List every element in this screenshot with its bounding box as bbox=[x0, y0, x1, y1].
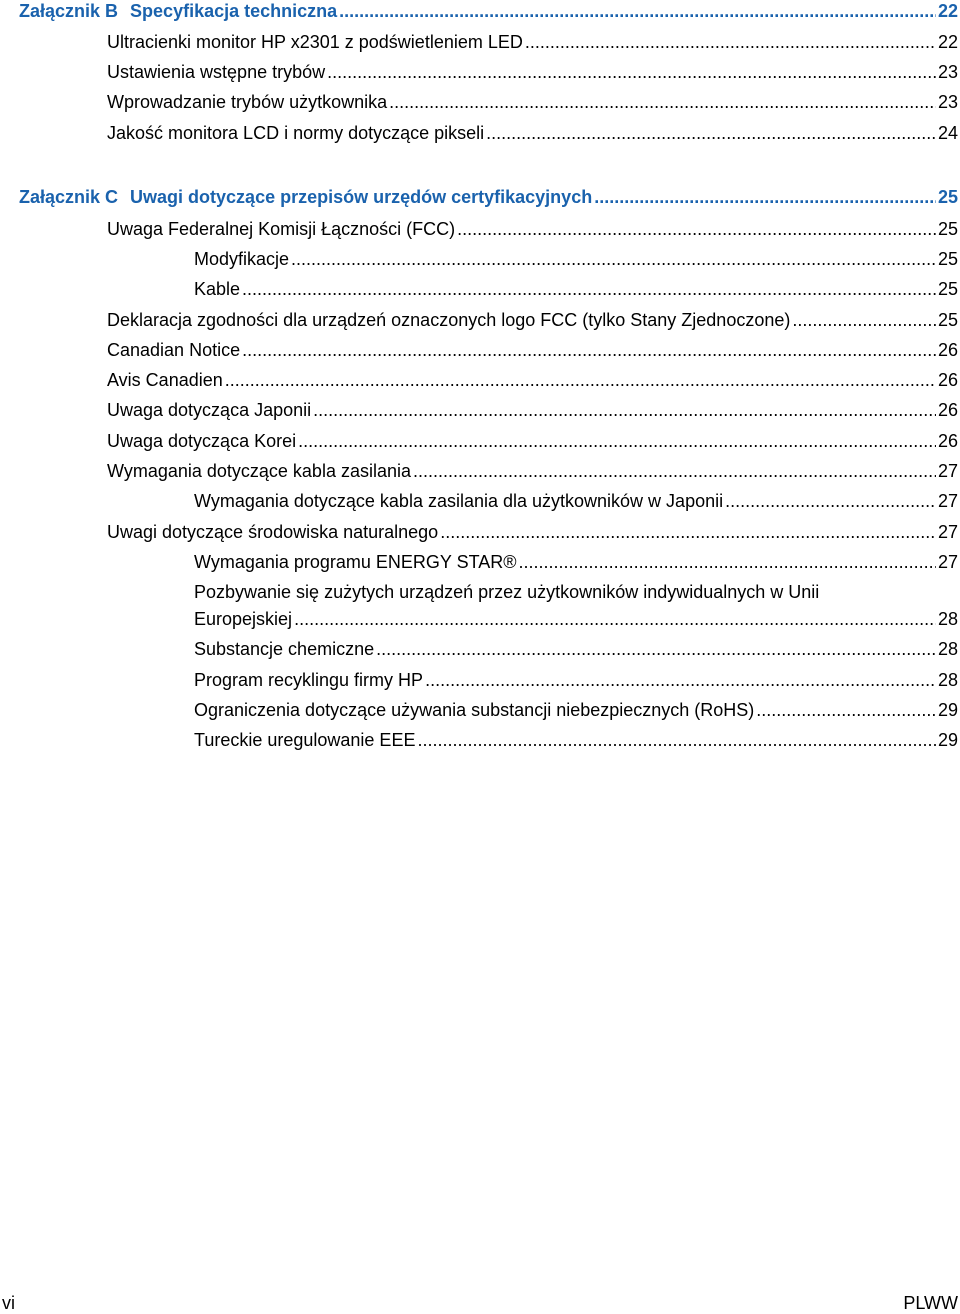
entry-title: Substancje chemiczne bbox=[194, 639, 375, 659]
page-number: 27 bbox=[937, 491, 958, 511]
entry-title-line2: Europejskiej bbox=[194, 609, 293, 629]
toc-entry[interactable] bbox=[107, 309, 958, 331]
toc-entry[interactable] bbox=[194, 638, 958, 660]
toc-entry[interactable] bbox=[194, 581, 958, 630]
toc-entry[interactable] bbox=[107, 122, 958, 144]
entry-title: Ultracienki monitor HP x2301 z podświetleniem LED bbox=[107, 32, 523, 52]
toc-entry[interactable] bbox=[194, 699, 958, 721]
dot-leader bbox=[525, 31, 936, 53]
toc-entry[interactable] bbox=[107, 218, 958, 240]
dot-leader bbox=[413, 460, 936, 482]
entry-title: Uwaga dotycząca Korei bbox=[107, 431, 297, 451]
dot-leader bbox=[792, 309, 936, 331]
toc-entry[interactable] bbox=[107, 61, 958, 83]
page-number: 22 bbox=[937, 32, 958, 52]
entry-title: Jakość monitora LCD i normy dotyczące pikseli bbox=[107, 123, 485, 143]
dot-leader bbox=[376, 638, 936, 660]
dot-leader bbox=[457, 218, 936, 240]
appendix-title: Uwagi dotyczące przepisów urzędów certyfikacyjnych bbox=[130, 187, 593, 207]
toc-entry[interactable] bbox=[107, 31, 958, 53]
page-number: 25 bbox=[937, 187, 958, 207]
dot-leader bbox=[242, 339, 936, 361]
page-number: 23 bbox=[937, 92, 958, 112]
toc-entry[interactable] bbox=[194, 551, 958, 573]
entry-title: Wymagania dotyczące kabla zasilania bbox=[107, 461, 411, 481]
footer-page-number: vi bbox=[2, 1293, 15, 1313]
toc-entry[interactable] bbox=[194, 278, 958, 300]
page-number: 26 bbox=[937, 431, 958, 451]
page-number: 29 bbox=[937, 730, 958, 750]
toc-appendix-c[interactable] bbox=[19, 186, 958, 208]
page-number: 26 bbox=[937, 370, 958, 390]
entry-title: Kable bbox=[194, 279, 241, 299]
entry-title: Ograniczenia dotyczące używania substancji niebezpiecznych (RoHS) bbox=[194, 700, 755, 720]
dot-leader bbox=[339, 0, 936, 22]
page-number: 25 bbox=[937, 219, 958, 239]
entry-title: Uwagi dotyczące środowiska naturalnego bbox=[107, 522, 439, 542]
page-number: 28 bbox=[937, 639, 958, 659]
dot-leader bbox=[298, 430, 936, 452]
toc-entry[interactable] bbox=[107, 460, 958, 482]
entry-title: Ustawienia wstępne trybów bbox=[107, 62, 326, 82]
dot-leader bbox=[327, 61, 936, 83]
toc-entry[interactable] bbox=[107, 369, 958, 391]
page-number: 29 bbox=[937, 700, 958, 720]
toc-entry[interactable] bbox=[194, 490, 958, 512]
toc-entry[interactable] bbox=[194, 248, 958, 270]
page-number: 22 bbox=[937, 1, 958, 21]
appendix-label: Załącznik B bbox=[19, 1, 119, 21]
page-number: 27 bbox=[937, 522, 958, 542]
dot-leader bbox=[313, 399, 936, 421]
entry-title: Tureckie uregulowanie EEE bbox=[194, 730, 416, 750]
entry-title: Program recyklingu firmy HP bbox=[194, 670, 424, 690]
toc-entry[interactable] bbox=[107, 339, 958, 361]
page-number: 26 bbox=[937, 340, 958, 360]
dot-leader bbox=[242, 278, 936, 300]
dot-leader bbox=[725, 490, 936, 512]
dot-leader bbox=[389, 91, 936, 113]
toc-entry[interactable] bbox=[194, 729, 958, 751]
toc-entry[interactable] bbox=[107, 399, 958, 421]
entry-title: Avis Canadien bbox=[107, 370, 223, 390]
dot-leader bbox=[594, 186, 936, 208]
page-number: 25 bbox=[937, 249, 958, 269]
dot-leader bbox=[756, 699, 936, 721]
appendix-title: Specyfikacja techniczna bbox=[130, 1, 338, 21]
dot-leader bbox=[417, 729, 936, 751]
toc-entry[interactable] bbox=[107, 430, 958, 452]
dot-leader bbox=[519, 551, 936, 573]
page-number: 26 bbox=[937, 400, 958, 420]
toc-appendix-b[interactable] bbox=[19, 0, 958, 22]
entry-title: Uwaga dotycząca Japonii bbox=[107, 400, 312, 420]
entry-title: Wprowadzanie trybów użytkownika bbox=[107, 92, 388, 112]
dot-leader bbox=[440, 521, 936, 543]
dot-leader bbox=[291, 248, 936, 270]
page-number: 24 bbox=[937, 123, 958, 143]
entry-title: Uwaga Federalnej Komisji Łączności (FCC) bbox=[107, 219, 456, 239]
toc-entry[interactable] bbox=[194, 669, 958, 691]
footer-locale-code: PLWW bbox=[903, 1293, 958, 1313]
dot-leader bbox=[486, 122, 936, 144]
toc-entry[interactable] bbox=[107, 521, 958, 543]
entry-title: Wymagania dotyczące kabla zasilania dla użytkowników w Japonii bbox=[194, 491, 724, 511]
page-number: 23 bbox=[937, 62, 958, 82]
entry-title-line1: Pozbywanie się zużytych urządzeń przez użytkowników indywidualnych w Unii bbox=[194, 582, 820, 602]
page-number: 25 bbox=[937, 310, 958, 330]
page-number: 25 bbox=[937, 279, 958, 299]
page-number: 27 bbox=[937, 552, 958, 572]
entry-title: Deklaracja zgodności dla urządzeń oznaczonych logo FCC (tylko Stany Zjednoczone) bbox=[107, 310, 791, 330]
dot-leader bbox=[225, 369, 936, 391]
entry-title: Modyfikacje bbox=[194, 249, 290, 269]
dot-leader bbox=[294, 608, 936, 630]
toc-entry[interactable] bbox=[107, 91, 958, 113]
entry-title: Wymagania programu ENERGY STAR® bbox=[194, 552, 517, 572]
appendix-label: Załącznik C bbox=[19, 187, 119, 207]
entry-title: Canadian Notice bbox=[107, 340, 241, 360]
page-number: 27 bbox=[937, 461, 958, 481]
page-number: 28 bbox=[937, 609, 958, 629]
dot-leader bbox=[425, 669, 936, 691]
page-number: 28 bbox=[937, 670, 958, 690]
